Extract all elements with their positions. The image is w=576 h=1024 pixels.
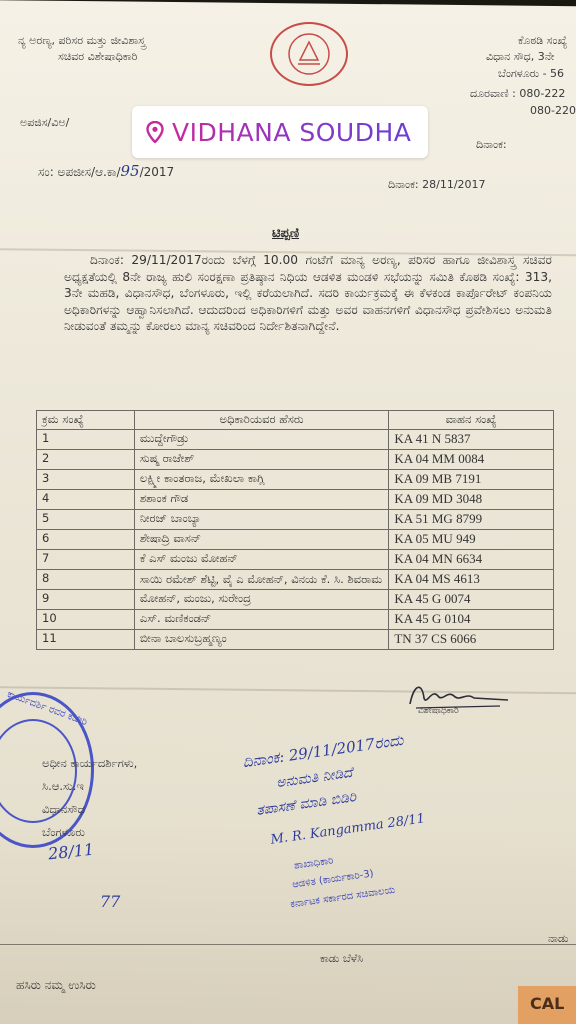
- letter-date: ದಿನಾಂಕ: 28/11/2017: [388, 178, 486, 191]
- letter-number-handwritten: 95: [120, 162, 140, 180]
- serial-cell: 3: [37, 470, 135, 490]
- table-row: [37, 590, 554, 610]
- recipient-block: [42, 752, 202, 844]
- serial-cell: 6: [37, 530, 135, 550]
- officer-name-cell: ನೀರಜ್ ಬಾಂಬ್ಯಾ: [134, 510, 389, 530]
- vehicle-table: [36, 410, 554, 650]
- office-reference: ಅಪಜಿಸ/ವಿಅ/: [20, 116, 70, 129]
- officer-name-cell: ಕೆ ಎಸ್ ಮಂಜು ಮೋಹನ್: [134, 550, 389, 570]
- letterhead-left-line1: ನ್ಯ ಅರಣ್ಯ, ಪರಿಸರ ಮತ್ತು ಜೀವಿಶಾಸ್ತ್ರ: [18, 34, 146, 47]
- officer-name-cell: ಮೋಹನ್, ಮಂಜು, ಸುರೇಂದ್ರ: [134, 590, 389, 610]
- header-serial: ಕ್ರಮ ಸಂಖ್ಯೆ: [37, 411, 135, 430]
- recipient-line4: ಬೆಂಗಳೂರು: [42, 825, 85, 839]
- handwritten-signature: M. R. Kangamma 28/11: [269, 811, 426, 848]
- recipient-line1: ಅಧೀನ ಕಾರ್ಯದರ್ಶಿಗಳು,: [42, 756, 138, 770]
- serial-cell: 9: [37, 590, 135, 610]
- location-sticker: [132, 106, 428, 158]
- footer-right-text: ನಾಡು: [548, 932, 569, 945]
- approval-stamp-line1: ಶಾಖಾಧಿಕಾರಿ: [293, 855, 335, 872]
- stamp-text: ಕಾರ್ಯದರ್ಶಿ ರವರ ಕಚೇರಿ: [5, 688, 89, 729]
- recipient-line2: ಸಿ.ಆ.ಸು.ಇ: [42, 779, 84, 793]
- serial-cell: 7: [37, 550, 135, 570]
- table-row: [37, 490, 554, 510]
- table-row: [37, 430, 554, 450]
- handwritten-left-mark: 77: [100, 892, 121, 911]
- officer-name-cell: ಲಕ್ಷ್ಮೀ ಕಾಂತರಾಜ, ಮೇಖಲಾ ಕಾಗ್ಲಿ: [134, 470, 389, 490]
- approval-stamp-line2: ಆಡಳಿತ (ಕಾರ್ಯಕಾರಿ-3): [291, 868, 375, 891]
- serial-cell: 8: [37, 570, 135, 590]
- officer-name-cell: ಬೀನಾ ಬಾಲಸುಬ್ರಹ್ಮಣ್ಯಂ: [134, 630, 389, 650]
- letter-number-year: /2017: [139, 165, 175, 179]
- table-row: [37, 450, 554, 470]
- approval-stamp-line3: ಕರ್ನಾಟಕ ಸರ್ಕಾರದ ಸಚಿವಾಲಯ: [289, 884, 396, 911]
- serial-cell: 4: [37, 490, 135, 510]
- vehicle-number-cell: KA 09 MD 3048: [389, 490, 554, 510]
- letterhead-city: ಬೆಂಗಳೂರು - 56: [498, 67, 565, 80]
- calendar-corner-text: CAL: [530, 994, 565, 1013]
- table-row: [37, 470, 554, 490]
- table-row: [37, 530, 554, 550]
- calendar-corner: [518, 986, 576, 1024]
- letterhead-phone2: 080-220: [530, 104, 576, 117]
- officer-name-cell: ಮುದ್ದೇಗೌಡ್ರು: [134, 430, 389, 450]
- handwritten-left-date: 28/11: [47, 839, 95, 864]
- header-vehicle-number: ವಾಹನ ಸಂಖ್ಯೆ: [389, 411, 554, 430]
- officer-name-cell: ಎಸ್. ಮಣಿಕಂಡನ್: [134, 610, 389, 630]
- vehicle-number-cell: KA 05 MU 949: [389, 530, 554, 550]
- serial-cell: 11: [37, 630, 135, 650]
- letterhead-room-label: ಕೊಠಡಿ ಸಂಖ್ಯೆ: [518, 34, 568, 47]
- table-row: [37, 570, 554, 590]
- table-row: [37, 550, 554, 570]
- table-header-row: [37, 411, 554, 430]
- date-label: ದಿನಾಂಕ:: [476, 138, 507, 151]
- footer-motto: ಹಸಿರು ನಮ್ಮ ಉಸಿರು: [16, 978, 96, 992]
- table-row: [37, 630, 554, 650]
- letter-number-prefix: ಸಂ: ಅಪಜೀಸ/ಆ.ಕಾ/: [38, 165, 121, 179]
- officer-name-cell: ಸುಷ್ಮ ರಾಜೇಶ್: [134, 450, 389, 470]
- table-row: [37, 610, 554, 630]
- vehicle-number-cell: KA 51 MG 8799: [389, 510, 554, 530]
- officer-name-cell: ಶೇಷಾದ್ರಿ ವಾಸನ್: [134, 530, 389, 550]
- vehicle-number-cell: TN 37 CS 6066: [389, 630, 554, 650]
- location-sticker-text: VIDHANA SOUDHA: [172, 117, 412, 147]
- recipient-line3: ವಿಧಾನಸೌಧ: [42, 802, 86, 816]
- vehicle-number-cell: KA 09 MB 7191: [389, 470, 554, 490]
- vehicle-number-cell: KA 04 MS 4613: [389, 570, 554, 590]
- table-row: [37, 510, 554, 530]
- handwritten-instruction: ತಪಾಸಣೆ ಮಾಡಿ ಬಿಡಿರಿ: [255, 789, 358, 819]
- note-body-text: ದಿನಾಂಕ: 29/11/2017ರಂದು ಬೆಳಗ್ಗೆ 10.00 ಗಂಟೆಗೆ ಮಾನ್ಯ ಅರಣ್ಯ, ಪರಿಸರ ಹಾಗೂ ಜೀವಿಶಾಸ್ತ್ರ ಸಚಿವರ ಅಧ್ಯಕ್ಷತೆಯಲ್ಲಿ 8ನೇ ರಾಜ್ಯ ಹುಲಿ ಸಂರಕ್ಷಣಾ ಪ್ರತಿಷ್ಠಾನ ನಿಧಿಯ ಆಡಳಿತ ಮಂಡಳಿ ಸಭೆಯನ್ನು ಸಮಿತಿ ಕೊಠಡಿ ಸಂಖ್ಯೆ: 313, 3ನೇ ಮಹಡಿ, ವಿಧಾನಸೌಧ, ಬೆಂಗಳೂರು, ಇಲ್ಲಿ ಕರೆಯಲಾಗಿದೆ. ಸದರಿ ಕಾರ್ಯಕ್ರಮಕ್ಕೆ ಈ ಕೆಳಕಂಡ ಕಾರ್ಪೊರೇಟ್ ಕಂಪನಿಯ ಅಧಿಕಾರಿಗಳನ್ನು ಆಹ್ವಾನಿಸಲಾಗಿದೆ. ಆದುದರಿಂದ ಅಧಿಕಾರಿಗಳಿಗೆ ಮತ್ತು ಅವರ ವಾಹನಗಳಿಗೆ ವಿಧಾನಸೌಧ ಪ್ರವೇಶಿಸಲು ಅನುಮತಿ ನೀಡುವಂತೆ ತಮ್ಮನ್ನು ಕೋರಲು ಮಾನ್ಯ ಸಚಿವರಿಂದ ನಿರ್ದೇಶಿತನಾಗಿದ್ದೇನೆ.: [64, 253, 552, 334]
- note-body: [64, 252, 552, 335]
- handwritten-date: ದಿನಾಂಕ: 29/11/2017ರಂದು: [241, 730, 405, 772]
- vehicle-number-cell: KA 41 N 5837: [389, 430, 554, 450]
- footer-slogan: ಕಾಡು ಬೆಳೆಸಿ: [320, 952, 364, 965]
- serial-cell: 5: [37, 510, 135, 530]
- signature-caption: ವಿಶೇಷಾಧಿಕಾರಿ: [418, 706, 459, 716]
- vehicle-number-cell: KA 45 G 0074: [389, 590, 554, 610]
- officer-name-cell: ಸಾಯಿ ರಮೇಶ್ ಶೆಟ್ಟಿ, ವೈ ಎ ಮೋಹನ್, ವಿನಯ ಕೆ. ಸಿ. ಶಿವರಾಮ: [134, 570, 389, 590]
- serial-cell: 1: [37, 430, 135, 450]
- location-pin-icon: [146, 121, 164, 143]
- vehicle-number-cell: KA 04 MN 6634: [389, 550, 554, 570]
- letterhead-building: ವಿಧಾನ ಸೌಧ, 3ನೇ: [486, 50, 555, 63]
- letterhead-left-line2: ಸಚಿವರ ವಿಶೇಷಾಧಿಕಾರಿ: [58, 50, 138, 63]
- officer-name-cell: ಶಶಾಂಕ ಗೌಡ: [134, 490, 389, 510]
- handwritten-permission: ಅನುಮತಿ ನೀಡಿದೆ: [275, 764, 354, 792]
- letter-number: [38, 162, 174, 180]
- vehicle-number-cell: KA 45 G 0104: [389, 610, 554, 630]
- footer-divider: [0, 944, 576, 945]
- serial-cell: 2: [37, 450, 135, 470]
- header-officer-name: ಅಧಿಕಾರಿಯವರ ಹೆಸರು: [134, 411, 389, 430]
- note-title: ಟಿಪ್ಪಣಿ: [272, 226, 300, 241]
- vehicle-number-cell: KA 04 MM 0084: [389, 450, 554, 470]
- government-emblem-icon: [270, 22, 348, 86]
- serial-cell: 10: [37, 610, 135, 630]
- letterhead-phone1: ದೂರವಾಣಿ : 080-222: [470, 87, 566, 100]
